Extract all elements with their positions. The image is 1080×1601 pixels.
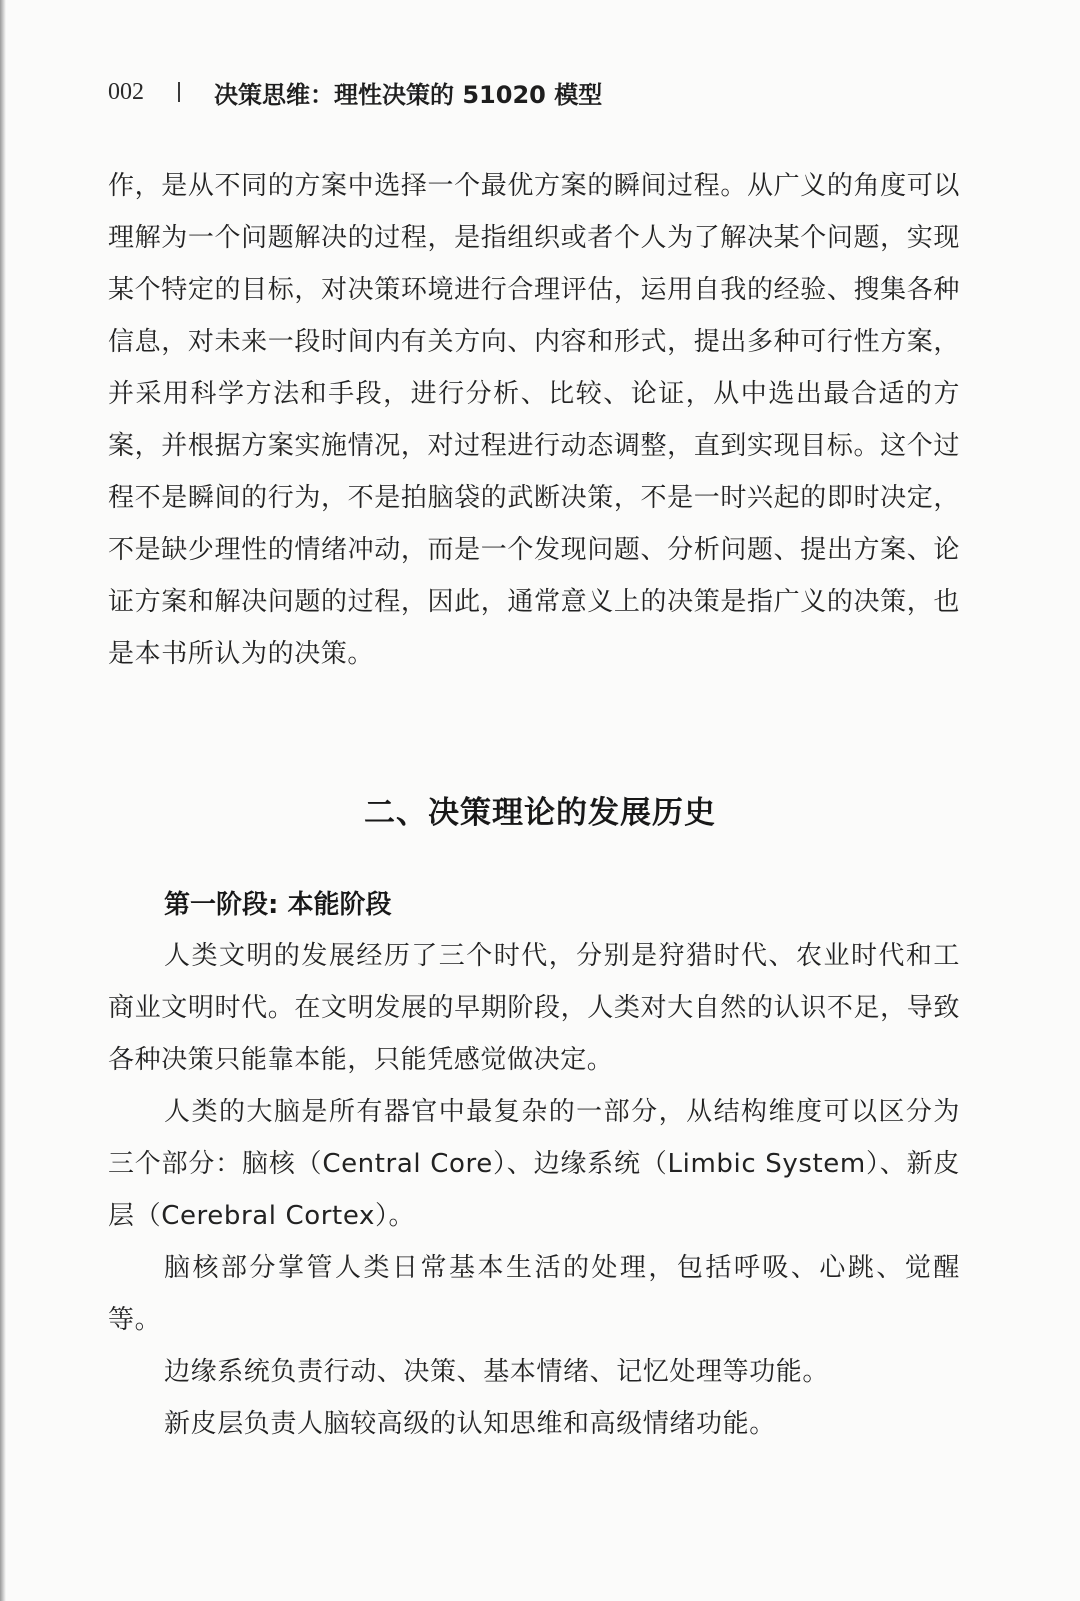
running-title: 决策思维：理性决策的 51020 模型 (214, 80, 603, 109)
section-heading: 二、决策理论的发展历史 (364, 795, 716, 831)
stage-subheading: 第一阶段: 本能阶段 (164, 890, 392, 920)
running-head (108, 72, 602, 112)
paragraph-limbic-system: 边缘系统负责行动、决策、基本情绪、记忆处理等功能。 (164, 1357, 830, 1387)
paragraph-central-core: 脑核部分掌管人类日常基本生活的处理，包括呼吸、心跳、觉醒等。 (108, 1253, 960, 1335)
paragraph-cerebral-cortex: 新皮层负责人脑较高级的认知思维和高级情绪功能。 (164, 1409, 776, 1439)
paragraph-civilization: 人类文明的发展经历了三个时代，分别是狩猎时代、农业时代和工商业文明时代。在文明发展的早期阶段，人类对大自然的认识不足，导致各种决策只能靠本能，只能凭感觉做决定。 (108, 941, 960, 1075)
paragraph-continued: 作，是从不同的方案中选择一个最优方案的瞬间过程。从广义的角度可以理解为一个问题解决的过程，是指组织或者个人为了解决某个问题，实现某个特定的目标，对决策环境进行合理评估，运用自我的经验、搜集各种信息，对未来一段时间内有关方向、内容和形式，提出多种可行性方案，并采用科学方法和手段，进行分析、比较、论证，从中选出最合适的方案，并根据方案实施情况，对过程进行动态调整，直到实现目标。这个过程不是瞬间的行为，不是拍脑袋的武断决策，不是一时兴起的即时决定，不是缺少理性的情绪冲动，而是一个发现问题、分析问题、提出方案、论证方案和解决问题的过程，因此，通常意义上的决策是指广义的决策，也是本书所认为的决策。 (108, 171, 960, 669)
page-number: 002 (108, 78, 144, 105)
paragraph-brain-structure: 人类的大脑是所有器官中最复杂的一部分，从结构维度可以区分为三个部分：脑核（Central Core）、边缘系统（Limbic System）、新皮层（Cerebral Cortex）。 (108, 1097, 960, 1231)
header-separator (178, 82, 180, 102)
